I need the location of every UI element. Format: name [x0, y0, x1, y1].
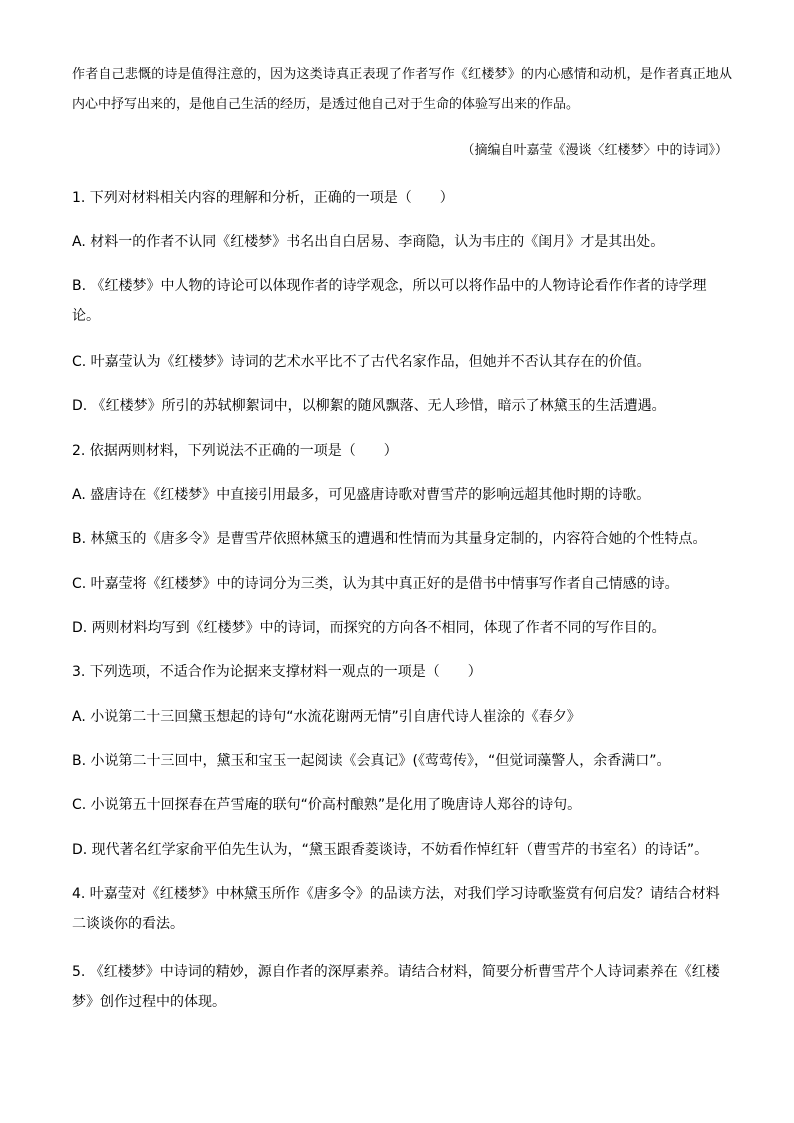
question-2-stem: 2. 依据两则材料，下列说法不正确的一项是（ ）: [72, 443, 398, 459]
question-1: [72, 183, 722, 213]
question-2-option-b: [72, 524, 722, 554]
question-1-option-b: [72, 271, 722, 331]
option-text: B. 林黛玉的《唐多令》是曹雪芹依照林黛玉的遭遇和性情而为其量身定制的，内容符合她的个性特点。: [72, 531, 707, 547]
question-2-option-a: [72, 480, 722, 510]
question-3-option-b: [72, 746, 722, 776]
question-2-option-d: [72, 613, 722, 643]
question-3: [72, 657, 722, 687]
question-4: [72, 879, 722, 939]
passage-source: （摘编自叶嘉莹《漫谈〈红楼梦〉中的诗词》）: [461, 143, 728, 158]
option-text: A. 材料一的作者不认同《红楼梦》书名出自白居易、李商隐，认为韦庄的《闺月》才是其出处。: [72, 234, 665, 250]
question-3-option-c: [72, 790, 722, 820]
option-text: D. 现代著名红学家俞平伯先生认为，“黛玉跟香菱谈诗，不妨看作悼红轩（曹雪芹的书室名）的诗话”。: [72, 842, 709, 858]
option-text: A. 小说第二十三回黛玉想起的诗句“水流花谢两无情”引自唐代诗人崔涂的《春夕》: [72, 709, 581, 725]
question-1-stem: 1. 下列对材料相关内容的理解和分析，正确的一项是（ ）: [72, 190, 454, 206]
option-text: C. 小说第五十回探春在芦雪庵的联句“价高村酿熟”是化用了晚唐诗人郑谷的诗句。: [72, 797, 582, 813]
passage-paragraph: [72, 60, 732, 120]
option-text: A. 盛唐诗在《红楼梦》中直接引用最多，可见盛唐诗歌对曹雪芹的影响远超其他时期的诗歌。: [72, 487, 651, 503]
question-1-option-c: [72, 347, 722, 377]
passage-text: 作者自己悲慨的诗是值得注意的，因为这类诗真正表现了作者写作《红楼梦》的内心感情和动机，是作者真正地从内心中抒写出来的，是他自己生活的经历，是透过他自己对于生命的体验写出来的作品。: [72, 67, 732, 112]
question-2-option-c: [72, 569, 722, 599]
option-text: D. 两则材料均写到《红楼梦》中的诗词，而探究的方向各不相同，体现了作者不同的写作目的。: [72, 620, 666, 636]
option-text: B. 小说第二十三回中，黛玉和宝玉一起阅读《会真记》(《莺莺传》，“但觉词藻警人，余香满口”。: [72, 753, 671, 769]
option-text: B. 《红楼梦》中人物的诗论可以体现作者的诗学观念，所以可以将作品中的人物诗论看作作者的诗学理论。: [72, 278, 707, 324]
question-3-stem: 3. 下列选项，不适合作为论据来支撑材料一观点的一项是（ ）: [72, 664, 482, 680]
option-text: C. 叶嘉莹将《红楼梦》中的诗词分为三类，认为其中真正好的是借书中情事写作者自己情感的诗。: [72, 576, 679, 592]
question-3-option-a: [72, 702, 722, 732]
question-4-stem: 4. 叶嘉莹对《红楼梦》中林黛玉所作《唐多令》的品读方法，对我们学习诗歌鉴赏有何启发？请结合材料二谈谈你的看法。: [72, 886, 720, 932]
question-2: [72, 436, 722, 466]
question-1-option-a: [72, 227, 722, 257]
question-3-option-d: [72, 835, 722, 865]
option-text: C. 叶嘉莹认为《红楼梦》诗词的艺术水平比不了古代名家作品，但她并不否认其存在的价值。: [72, 354, 651, 370]
question-1-option-d: [72, 391, 722, 421]
question-5-stem: 5. 《红楼梦》中诗词的精妙，源自作者的深厚素养。请结合材料，简要分析曹雪芹个人诗词素养在《红楼梦》创作过程中的体现。: [72, 964, 720, 1010]
question-5: [72, 957, 722, 1017]
option-text: D. 《红楼梦》所引的苏轼柳絮词中，以柳絮的随风飘落、无人珍惜，暗示了林黛玉的生活遭遇。: [72, 398, 666, 414]
